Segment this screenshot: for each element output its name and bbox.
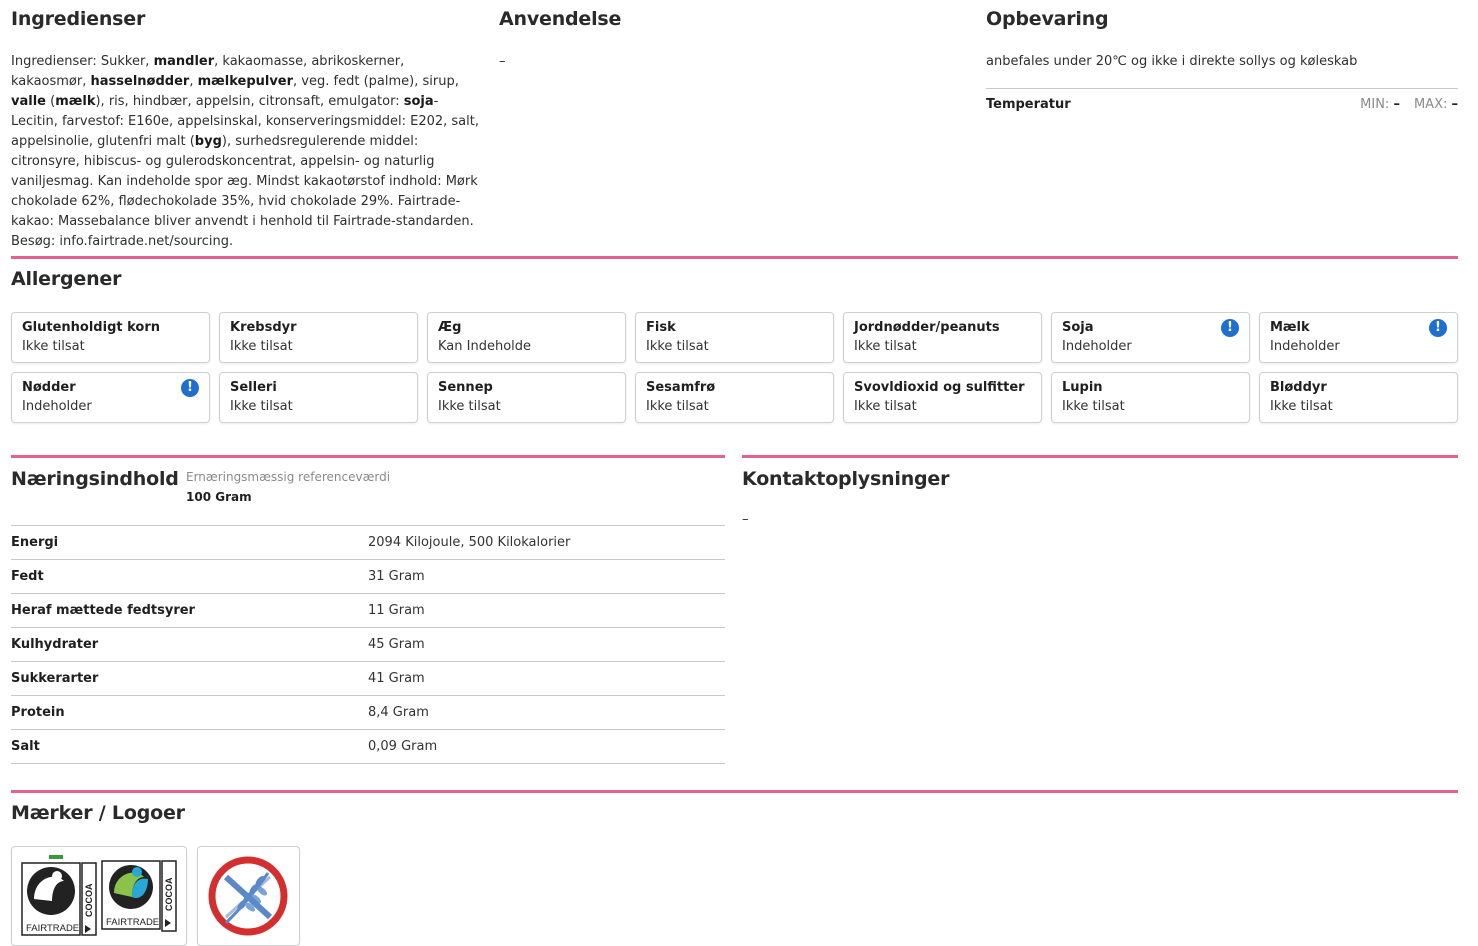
allergen-name: Æg <box>438 320 462 335</box>
section-divider <box>742 455 1458 458</box>
allergen-status: Ikke tilsat <box>854 339 917 354</box>
ingredient-allergen-highlight: hasselnødder <box>90 74 190 89</box>
allergen-name: Krebsdyr <box>230 320 297 335</box>
allergen-card <box>843 312 1042 363</box>
allergen-name: Lupin <box>1062 380 1103 395</box>
allergen-name: Selleri <box>230 380 277 395</box>
usage-title: Anvendelse <box>499 8 622 30</box>
allergen-card <box>635 312 834 363</box>
nutrition-value: 31 Gram <box>368 569 425 584</box>
allergen-card <box>635 372 834 423</box>
fairtrade-text: FAIRTRADE <box>106 917 160 928</box>
nutrition-label: Energi <box>11 535 59 550</box>
allergen-status: Ikke tilsat <box>1062 399 1125 414</box>
allergen-name: Sesamfrø <box>646 380 716 395</box>
fairtrade-cocoa-icon <box>12 847 186 945</box>
section-divider <box>11 256 1458 259</box>
nutrition-value: 45 Gram <box>368 637 425 652</box>
ingredient-text-segment: -Lecitin, farvestof: E160e, appelsinskal, konserveringsmiddel: E202, salt, appelsinolie, glutenfri malt ( <box>11 94 479 149</box>
ingredients-section <box>11 8 479 252</box>
contact-title: Kontaktoplysninger <box>742 468 950 490</box>
contact-value: – <box>742 512 749 527</box>
fairtrade-cocoa-logo <box>11 846 187 946</box>
nutrition-label: Kulhydrater <box>11 637 99 652</box>
allergen-name: Bløddyr <box>1270 380 1327 395</box>
usage-section <box>499 8 959 72</box>
nutrition-value: 2094 Kilojoule, 500 Kilokalorier <box>368 535 571 550</box>
ingredient-text-segment: , <box>189 74 198 89</box>
allergen-status: Indeholder <box>1270 339 1340 354</box>
allergens-title: Allergener <box>11 268 122 290</box>
fairtrade-text: FAIRTRADE <box>26 923 80 934</box>
nutrition-label: Protein <box>11 705 65 720</box>
allergen-card <box>11 372 210 423</box>
allergen-status: Ikke tilsat <box>230 399 293 414</box>
allergen-status: Kan Indeholde <box>438 339 532 354</box>
allergen-card <box>1051 372 1250 423</box>
storage-section <box>986 8 1458 112</box>
exclamation-icon[interactable]: ! <box>1221 319 1239 337</box>
allergen-name: Svovldioxid og sulfitter <box>854 380 1025 395</box>
nutrition-reference <box>186 469 390 509</box>
allergen-status: Ikke tilsat <box>1270 399 1333 414</box>
nutrition-table <box>11 525 725 764</box>
temperature-row <box>986 88 1458 112</box>
nutrition-row <box>11 594 725 628</box>
storage-text: anbefales under 20℃ og ikke i direkte sollys og køleskab <box>986 54 1358 69</box>
nutrition-row <box>11 730 725 764</box>
nutrition-label: Sukkerarter <box>11 671 99 686</box>
allergen-card <box>843 372 1042 423</box>
exclamation-icon[interactable]: ! <box>1429 319 1447 337</box>
ingredient-allergen-highlight: mandler <box>153 54 215 69</box>
nutrition-title: Næringsindhold <box>11 468 179 490</box>
section-divider <box>11 790 1458 793</box>
usage-value: – <box>499 54 506 69</box>
nutrition-row <box>11 526 725 560</box>
temp-min: MIN: – <box>1360 97 1400 112</box>
nutrition-value: 8,4 Gram <box>368 705 429 720</box>
allergen-card <box>11 312 210 363</box>
temperature-values <box>1346 97 1458 112</box>
ingredients-title: Ingredienser <box>11 8 146 30</box>
allergen-card <box>1259 372 1458 423</box>
allergen-name: Glutenholdigt korn <box>22 320 161 335</box>
cocoa-text: COCOA <box>84 883 94 917</box>
allergen-status: Ikke tilsat <box>438 399 501 414</box>
nutrition-row <box>11 662 725 696</box>
cocoa-text: COCOA <box>164 877 174 911</box>
allergen-card <box>1051 312 1250 363</box>
allergen-status: Indeholder <box>1062 339 1132 354</box>
temperature-label: Temperatur <box>986 97 1071 112</box>
nutrition-reference-label: Ernæringsmæssig referenceværdi <box>186 470 391 484</box>
ingredient-allergen-highlight: valle <box>11 94 46 109</box>
nutrition-label: Salt <box>11 739 40 754</box>
logos-title: Mærker / Logoer <box>11 802 185 824</box>
allergen-name: Sennep <box>438 380 493 395</box>
allergen-name: Soja <box>1062 320 1094 335</box>
crossed-grain-icon <box>198 847 299 945</box>
allergen-status: Ikke tilsat <box>22 339 85 354</box>
allergen-card <box>219 312 418 363</box>
storage-title: Opbevaring <box>986 8 1109 30</box>
ingredient-text-segment: ), surhedsregulerende middel: citronsyre, hibiscus- og gulerodskoncentrat, appelsin- og naturlig vaniljesmag. Kan indeholde spor æg. Mindst kakaotørstof indhold: Mørk chokolade 62%, flødechokolade 35%, hvid chokolade 29%. Fairtrade-kakao: Massebalance bliver anvendt i henhold til Fairtrade-standarden. Besøg: info.fairtrade.net/sourcing. <box>11 134 478 249</box>
ingredient-text-segment: , veg. fedt (palme), sirup, <box>293 74 459 89</box>
nutrition-row <box>11 560 725 594</box>
exclamation-icon[interactable]: ! <box>181 379 199 397</box>
ingredient-allergen-highlight: soja <box>403 94 434 109</box>
ingredient-text-segment: ( <box>45 94 56 109</box>
allergen-card <box>427 372 626 423</box>
nutrition-label: Heraf mættede fedtsyrer <box>11 603 195 618</box>
ingredient-allergen-highlight: mælk <box>55 94 96 109</box>
nutrition-reference-value: 100 Gram <box>186 490 252 504</box>
section-divider <box>11 455 725 458</box>
allergen-status: Ikke tilsat <box>230 339 293 354</box>
nutrition-value: 11 Gram <box>368 603 425 618</box>
allergen-card <box>219 372 418 423</box>
gluten-free-logo <box>197 846 300 946</box>
ingredient-allergen-highlight: mælkepulver <box>197 74 294 89</box>
allergen-status: Ikke tilsat <box>646 399 709 414</box>
allergen-status: Indeholder <box>22 399 92 414</box>
allergen-card <box>1259 312 1458 363</box>
allergen-name: Jordnødder/peanuts <box>854 320 1000 335</box>
temp-max: MAX: – <box>1413 97 1458 112</box>
nutrition-value: 41 Gram <box>368 671 425 686</box>
allergen-card <box>427 312 626 363</box>
allergen-name: Fisk <box>646 320 676 335</box>
ingredients-text <box>11 52 479 252</box>
allergen-name: Nødder <box>22 380 76 395</box>
nutrition-row <box>11 696 725 730</box>
ingredient-allergen-highlight: byg <box>194 134 222 149</box>
ingredient-text-segment: ), ris, hindbær, appelsin, citronsaft, emulgator: <box>95 94 404 109</box>
ingredient-text-segment: , kakaomasse, abrikoskerner, kakaosmør, <box>11 54 405 89</box>
nutrition-label: Fedt <box>11 569 44 584</box>
ingredient-text-segment: Ingredienser: Sukker, <box>11 54 154 69</box>
allergen-name: Mælk <box>1270 320 1310 335</box>
nutrition-row <box>11 628 725 662</box>
allergens-grid <box>11 312 1458 423</box>
nutrition-value: 0,09 Gram <box>368 739 438 754</box>
allergen-status: Ikke tilsat <box>854 399 917 414</box>
allergen-status: Ikke tilsat <box>646 339 709 354</box>
